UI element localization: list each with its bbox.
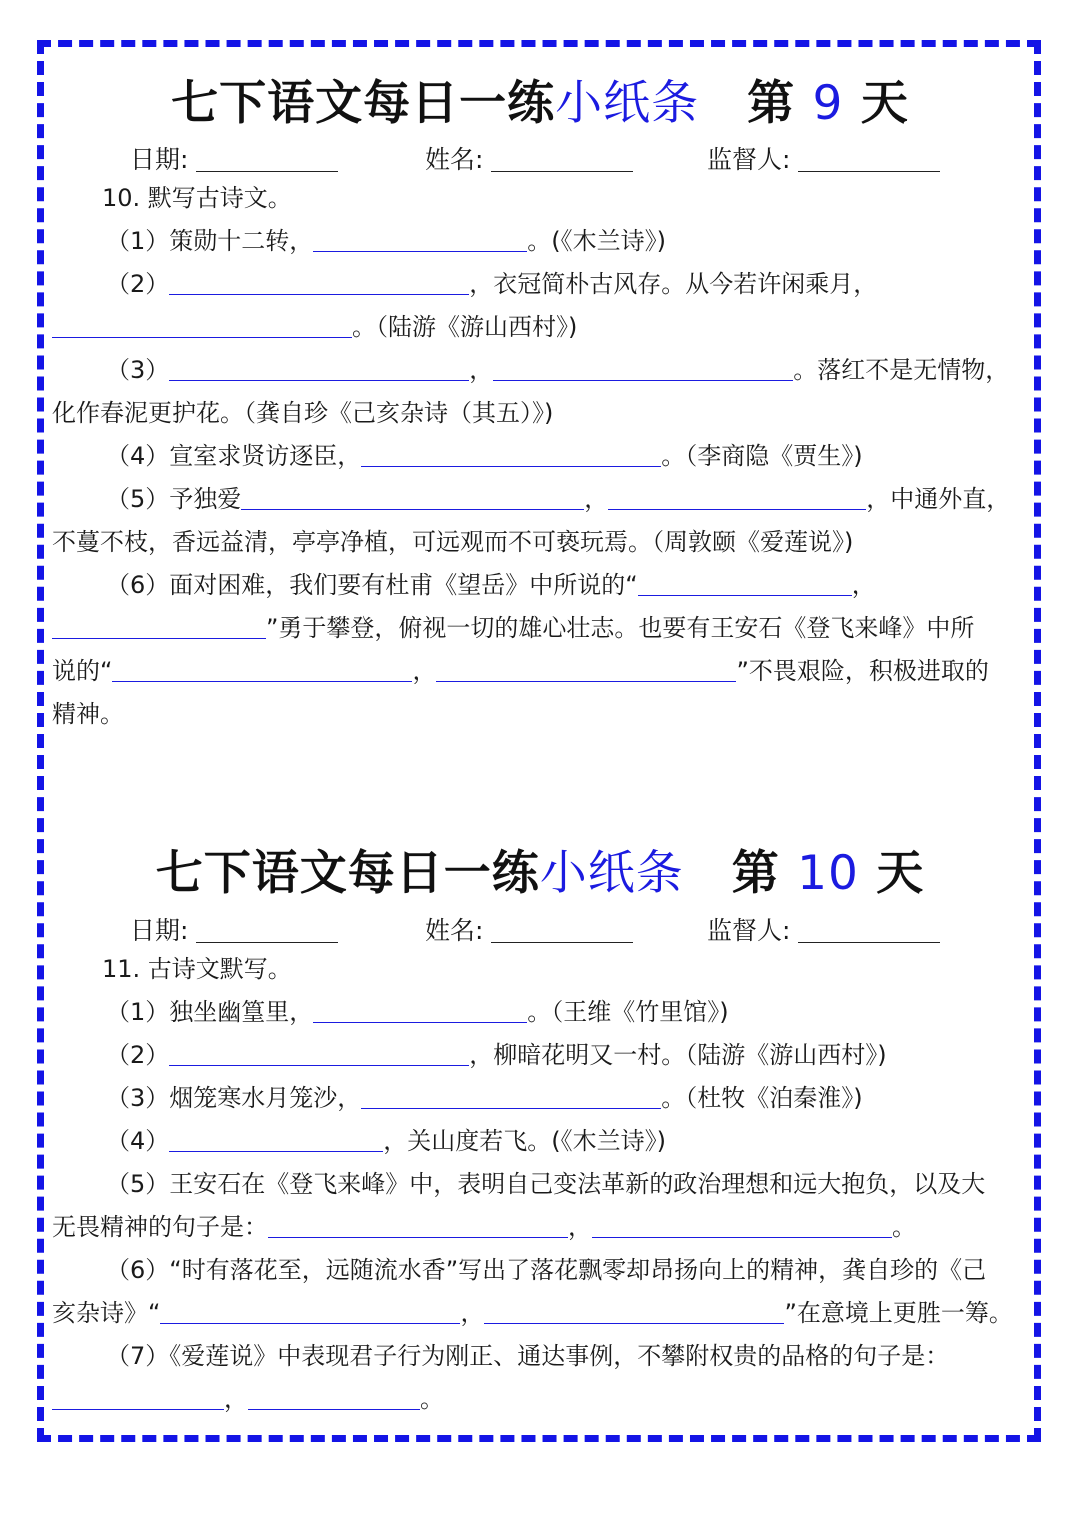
day10-name: 姓名: [425, 911, 633, 947]
answer-blank[interactable] [313, 998, 527, 1023]
day9-title-day-num: 9 [812, 76, 844, 131]
answer-blank[interactable] [112, 657, 412, 682]
day10-supervisor-field[interactable] [798, 920, 940, 943]
day10-item-2: （2） ，柳暗花明又一村。（陆游《游山西村》) [106, 1041, 887, 1069]
answer-blank[interactable] [52, 1385, 224, 1410]
day9-date: 日期: [130, 140, 338, 176]
answer-blank[interactable] [361, 442, 661, 467]
day10-title-main: 七下语文每日一练 [155, 846, 540, 901]
day9-name: 姓名: [425, 140, 633, 176]
day9-item-3: （3） ， 。落红不是无情物， [106, 356, 1010, 384]
answer-blank[interactable] [241, 485, 584, 510]
answer-blank[interactable] [169, 1127, 383, 1152]
day10-title-blue: 小纸条 [539, 846, 684, 901]
day10-title [0, 836, 1080, 903]
answer-blank[interactable] [313, 227, 527, 252]
day10-date: 日期: [130, 911, 338, 947]
day10-name-field[interactable] [491, 920, 633, 943]
answer-blank[interactable] [169, 356, 469, 381]
day9-item-3-cont: 化作春泥更护花。（龚自珍《己亥杂诗（其五）》) [52, 399, 554, 427]
day9-item-6-cont3: 精神。 [52, 700, 124, 728]
answer-blank[interactable] [484, 1299, 784, 1324]
answer-blank[interactable] [169, 270, 469, 295]
day9-title-main: 七下语文每日一练 [171, 76, 556, 131]
day10-question-heading: 11. 古诗文默写。 [102, 955, 292, 983]
day9-name-field[interactable] [491, 149, 633, 172]
day10-supervisor: 监督人: [707, 911, 940, 947]
day9-title-blue: 小纸条 [555, 76, 700, 131]
day10-item-6: （6）“时有落花至，远随流水香”写出了落花飘零却昂扬向上的精神，龚自珍的《己 [106, 1256, 987, 1284]
day9-title [0, 66, 1080, 133]
answer-blank[interactable] [592, 1213, 892, 1238]
day9-item-4: （4）宣室求贤访逐臣， 。（李商隐《贾生》) [106, 442, 863, 470]
answer-blank[interactable] [52, 614, 266, 639]
day9-title-day-pre: 第 [747, 76, 796, 131]
day9-item-6-cont1: ”勇于攀登，俯视一切的雄心壮志。也要有王安石《登飞来峰》中所 [52, 613, 974, 643]
answer-blank[interactable] [248, 1385, 420, 1410]
day9-supervisor: 监督人: [707, 140, 940, 176]
answer-blank[interactable] [52, 313, 352, 338]
answer-blank[interactable] [361, 1084, 661, 1109]
day9-item-5: （5）予独爱 ， ，中通外直， [106, 485, 1011, 513]
day10-item-7-cont: ， 。 [52, 1384, 444, 1414]
day9-item-2-cont: 。（陆游《游山西村》) [52, 312, 577, 342]
day10-date-field[interactable] [196, 920, 338, 943]
answer-blank[interactable] [493, 356, 793, 381]
day10-item-6-cont: 亥杂诗》“ ， ”在意境上更胜一筹。 [52, 1299, 1013, 1327]
answer-blank[interactable] [638, 571, 852, 596]
day10-item-5: （5）王安石在《登飞来峰》中，表明自己变法革新的政治理想和远大抱负，以及大 [106, 1170, 986, 1198]
day10-title-day-num: 10 [797, 846, 859, 901]
answer-blank[interactable] [436, 657, 736, 682]
answer-blank[interactable] [169, 1041, 469, 1066]
day9-item-6: （6）面对困难，我们要有杜甫《望岳》中所说的“ ， [106, 571, 876, 599]
day10-item-4: （4） ，关山度若飞。(《木兰诗》) [106, 1127, 667, 1155]
day10-item-1: （1）独坐幽篁里， 。（王维《竹里馆》) [106, 998, 729, 1026]
day10-title-day-pre: 第 [731, 846, 780, 901]
day10-item-3: （3）烟笼寒水月笼沙， 。（杜牧《泊秦淮》) [106, 1084, 863, 1112]
answer-blank[interactable] [268, 1213, 568, 1238]
day9-item-5-cont: 不蔓不枝，香远益清，亭亭净植，可远观而不可亵玩焉。（周敦颐《爱莲说》) [52, 528, 854, 556]
day9-item-2: （2） ，衣冠简朴古风存。从今若许闲乘月， [106, 270, 878, 298]
day9-supervisor-field[interactable] [798, 149, 940, 172]
day9-item-1: （1）策勋十二转， 。(《木兰诗》) [106, 227, 667, 255]
day9-date-field[interactable] [196, 149, 338, 172]
day10-title-day-post: 天 [876, 846, 925, 901]
day10-item-5-cont: 无畏精神的句子是： ， 。 [52, 1213, 916, 1241]
day9-title-day-post: 天 [860, 76, 909, 131]
day9-question-heading: 10. 默写古诗文。 [102, 184, 292, 212]
answer-blank[interactable] [160, 1299, 460, 1324]
day10-item-7: （7）《爱莲说》中表现君子行为刚正、通达事例，不攀附权贵的品格的句子是： [106, 1342, 950, 1370]
answer-blank[interactable] [608, 485, 866, 510]
day9-item-6-cont2: 说的“ ， ”不畏艰险，积极进取的 [52, 657, 989, 685]
